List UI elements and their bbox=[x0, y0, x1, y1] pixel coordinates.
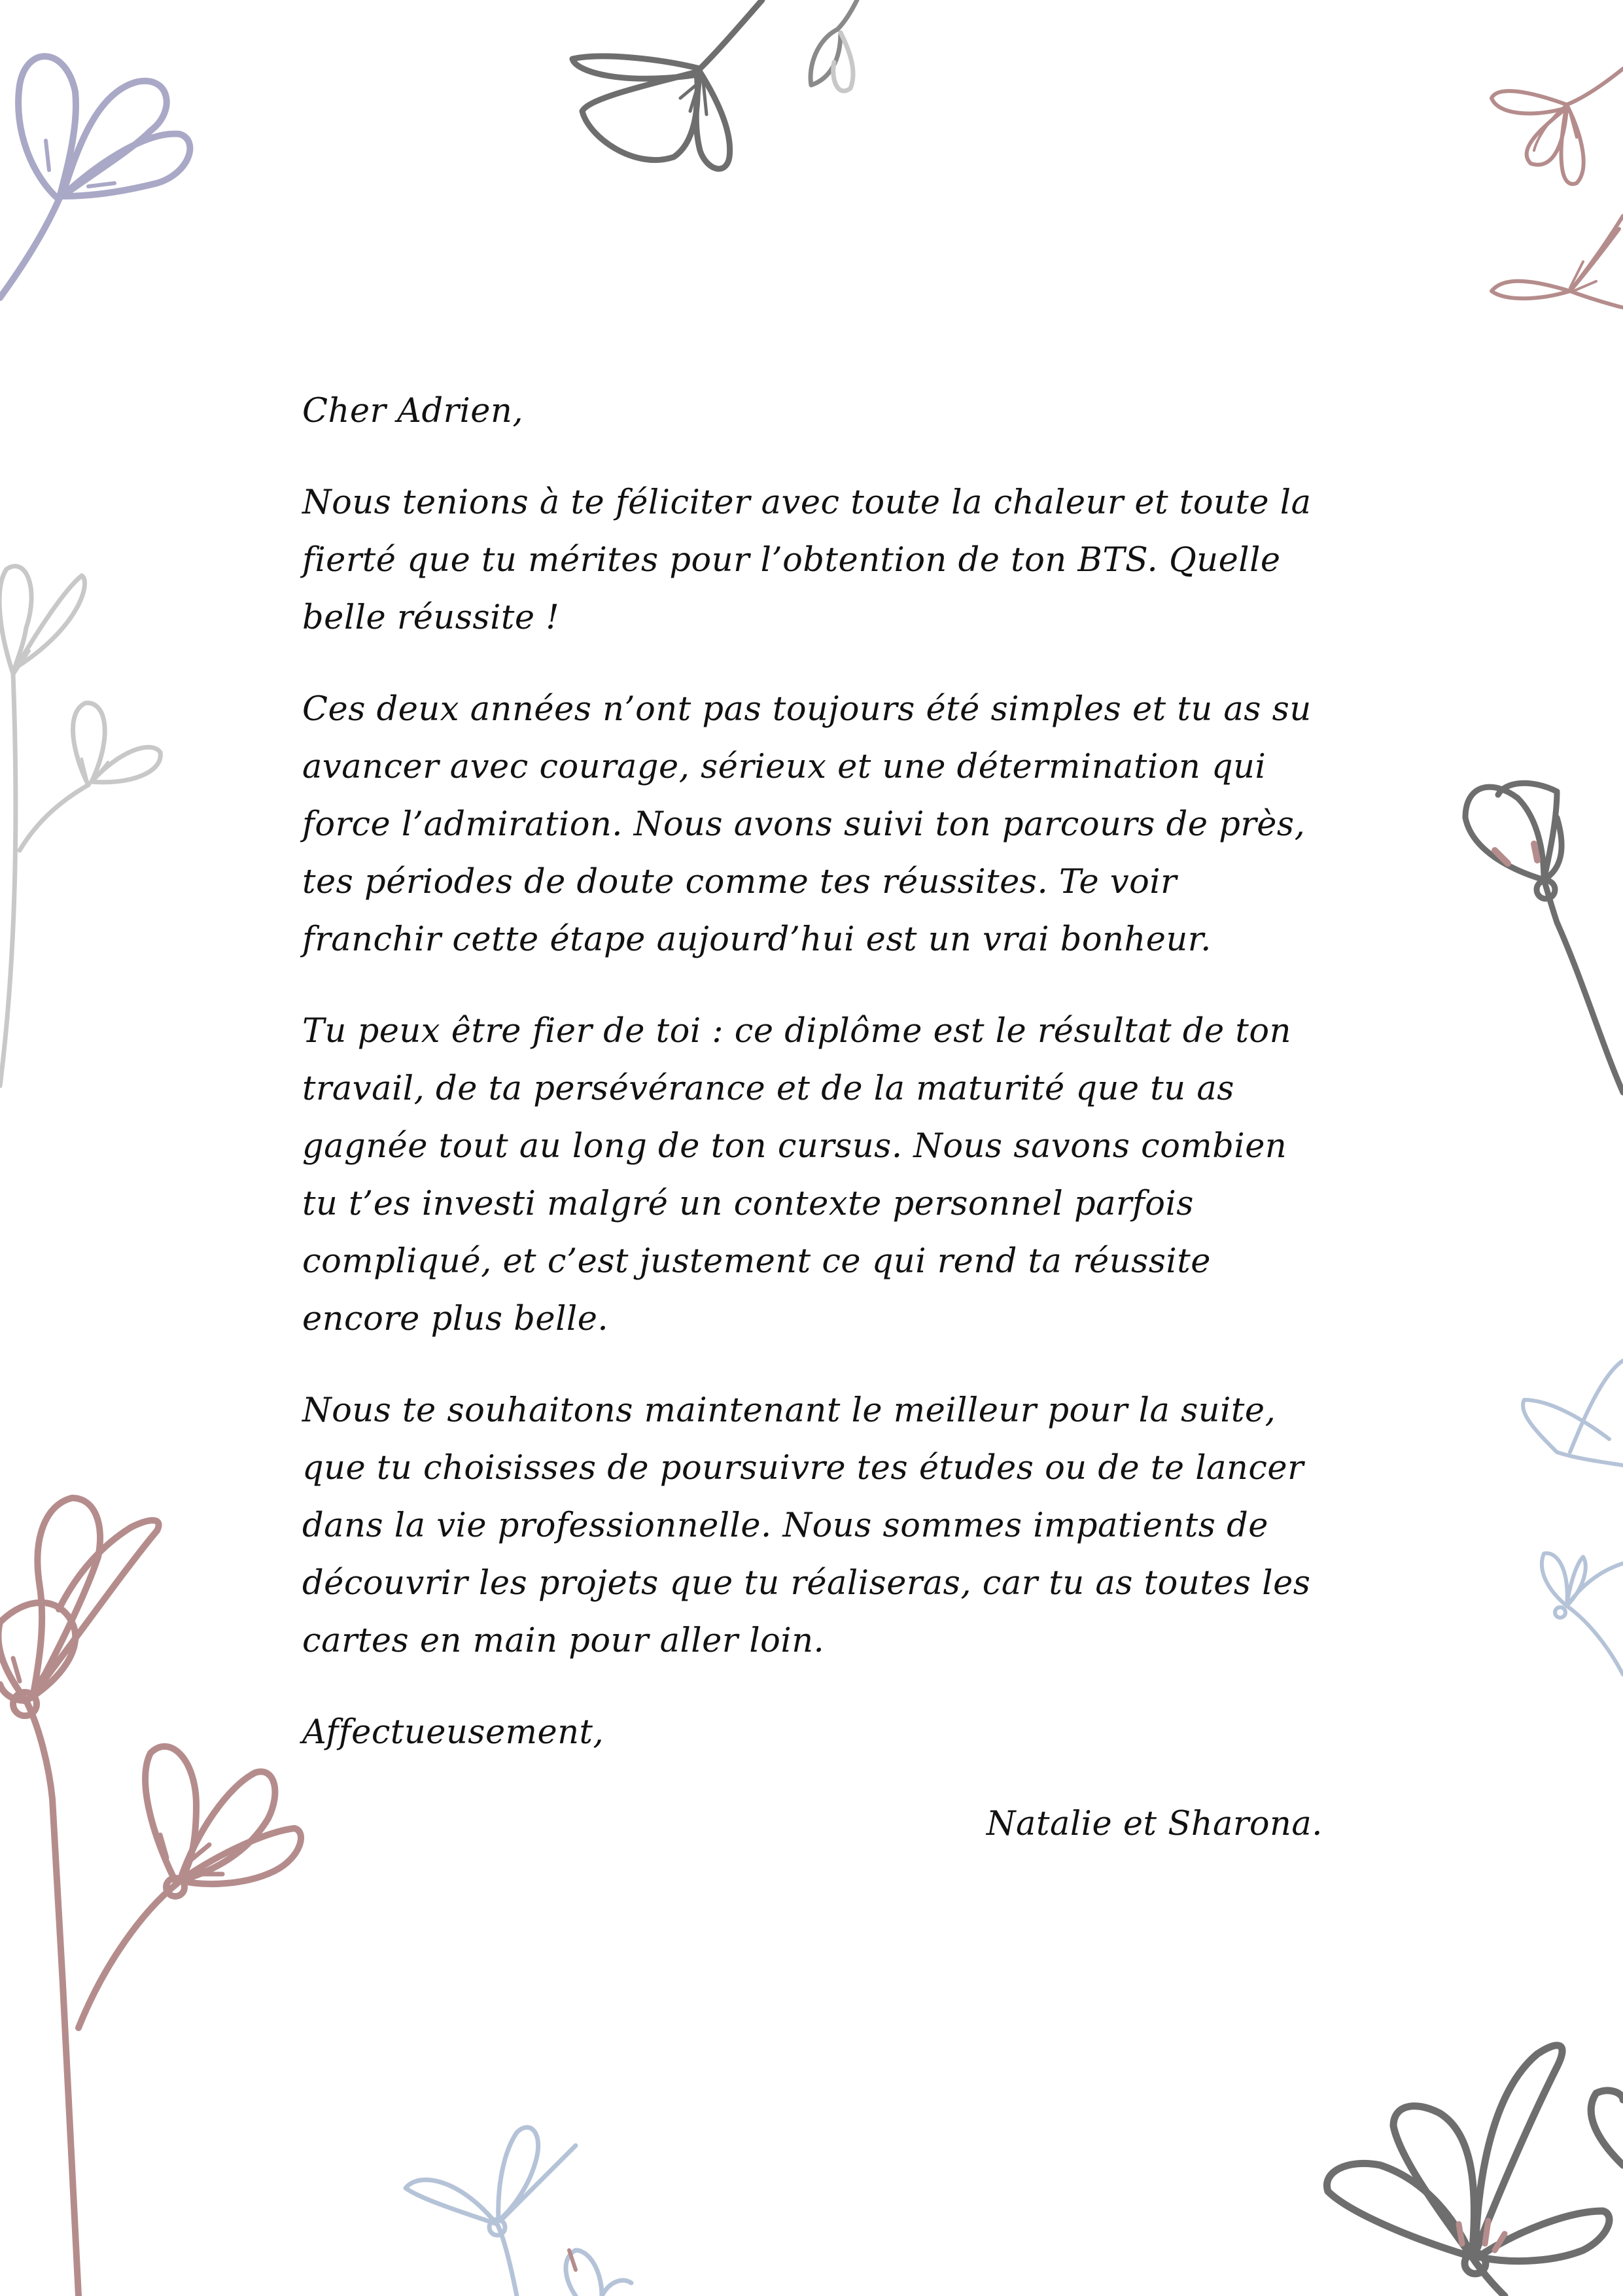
letter-signature: Natalie et Sharona. bbox=[986, 1805, 1323, 1843]
letter-body bbox=[302, 383, 1323, 1853]
flower-bud-icon-top-center bbox=[811, 0, 857, 91]
letter-paragraph-4: Nous te souhaitons maintenant le meilleur pour la suite, que tu choisisses de poursuivre tes études ou de te lancer dans la vie professionnelle. Nous sommes impatients de découvrir les projets que tu réaliseras, car tu as toutes les cartes en main pour aller loin. bbox=[302, 1391, 1311, 1660]
letter-closing: Affectueusement, bbox=[302, 1713, 604, 1752]
flower-icon-top-right bbox=[1492, 69, 1623, 307]
flower-icon-bottom-center bbox=[406, 2127, 631, 2296]
flower-icon-top-left bbox=[0, 56, 190, 298]
flower-icon-top-center bbox=[572, 0, 762, 169]
letter-paragraph-1: Nous tenions à te féliciter avec toute la chaleur et toute la fierté que tu mérites pour l’obtention de ton BTS. Quelle belle réussite ! bbox=[302, 483, 1312, 637]
letter-paragraph-3: Tu peux être fier de toi : ce diplôme est le résultat de ton travail, de ta persévérance et de la maturité que tu as gagnée tout au long de ton cursus. Nous savons combien tu t’es investi malgré un contexte personnel parfois compliqué, et c’est justement ce qui rend ta réussite encore plus belle. bbox=[302, 1012, 1291, 1338]
letter-paragraph-2: Ces deux années n’ont pas toujours été simples et tu as su avancer avec courage, sérieux et une détermination qui force l’admiration. Nous avons suivi ton parcours de près, tes périodes de doute comme tes réussites. Te voir franchir cette étape aujourd’hui est un vrai bonheur. bbox=[302, 690, 1312, 959]
flower-icon-right-middle bbox=[1465, 783, 1623, 1092]
letter-greeting: Cher Adrien, bbox=[302, 392, 524, 430]
flower-icon-right-lower bbox=[1523, 1361, 1623, 1675]
flower-icon-bottom-right bbox=[1327, 2045, 1623, 2296]
flower-icon-left-lower bbox=[0, 1498, 301, 2296]
flower-icon-left-middle bbox=[0, 566, 160, 1086]
